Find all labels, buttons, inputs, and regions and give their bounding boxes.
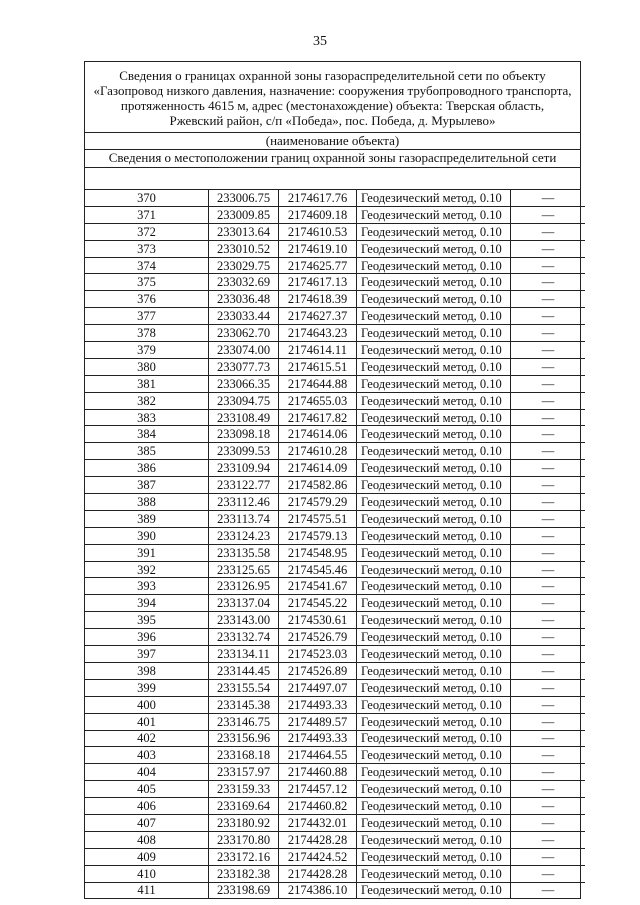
y-coordinate-cell: 2174428.28 xyxy=(279,865,357,882)
point-number-cell: 379 xyxy=(85,342,209,359)
table-row xyxy=(85,561,585,578)
x-coordinate-cell: 233029.75 xyxy=(209,257,279,274)
page-number: 35 xyxy=(313,34,327,49)
description-cell: — xyxy=(511,206,586,223)
method-cell: Геодезический метод, 0.10 xyxy=(357,308,511,325)
x-coordinate-cell: 233137.04 xyxy=(209,595,279,612)
table-row xyxy=(85,308,585,325)
y-coordinate-cell: 2174523.03 xyxy=(279,646,357,663)
description-cell: — xyxy=(511,308,586,325)
y-coordinate-cell: 2174460.88 xyxy=(279,764,357,781)
method-cell: Геодезический метод, 0.10 xyxy=(357,426,511,443)
point-number-cell: 408 xyxy=(85,831,209,848)
point-number-cell: 371 xyxy=(85,206,209,223)
description-cell: — xyxy=(511,443,586,460)
method-cell: Геодезический метод, 0.10 xyxy=(357,494,511,511)
description-cell: — xyxy=(511,865,586,882)
y-coordinate-cell: 2174610.53 xyxy=(279,223,357,240)
point-number-cell: 398 xyxy=(85,662,209,679)
table-row xyxy=(85,764,585,781)
table-row xyxy=(85,865,585,882)
method-cell: Геодезический метод, 0.10 xyxy=(357,190,511,206)
method-cell: Геодезический метод, 0.10 xyxy=(357,358,511,375)
x-coordinate-cell: 233112.46 xyxy=(209,494,279,511)
table-row xyxy=(85,443,585,460)
table-row xyxy=(85,426,585,443)
table-row xyxy=(85,257,585,274)
coordinates-table xyxy=(85,190,585,898)
method-cell: Геодезический метод, 0.10 xyxy=(357,257,511,274)
table-row xyxy=(85,848,585,865)
table-row xyxy=(85,240,585,257)
section-title: Сведения о местоположении границ охранной зоны газораспределительной сети xyxy=(85,150,580,168)
description-cell: — xyxy=(511,358,586,375)
point-number-cell: 382 xyxy=(85,392,209,409)
y-coordinate-cell: 2174493.33 xyxy=(279,730,357,747)
x-coordinate-cell: 233155.54 xyxy=(209,679,279,696)
description-cell: — xyxy=(511,679,586,696)
description-cell: — xyxy=(511,781,586,798)
table-row xyxy=(85,494,585,511)
method-cell: Геодезический метод, 0.10 xyxy=(357,831,511,848)
method-cell: Геодезический метод, 0.10 xyxy=(357,544,511,561)
x-coordinate-cell: 233077.73 xyxy=(209,358,279,375)
description-cell: — xyxy=(511,831,586,848)
table-row xyxy=(85,798,585,815)
y-coordinate-cell: 2174493.33 xyxy=(279,696,357,713)
point-number-cell: 381 xyxy=(85,375,209,392)
description-cell: — xyxy=(511,477,586,494)
description-cell: — xyxy=(511,798,586,815)
table-row xyxy=(85,342,585,359)
y-coordinate-cell: 2174541.67 xyxy=(279,578,357,595)
point-number-cell: 384 xyxy=(85,426,209,443)
point-number-cell: 375 xyxy=(85,274,209,291)
table-row xyxy=(85,781,585,798)
method-cell: Геодезический метод, 0.10 xyxy=(357,747,511,764)
method-cell: Геодезический метод, 0.10 xyxy=(357,629,511,646)
point-number-cell: 402 xyxy=(85,730,209,747)
table-row xyxy=(85,325,585,342)
method-cell: Геодезический метод, 0.10 xyxy=(357,392,511,409)
title-line: Сведения о границах охранной зоны газораспределительной сети по объекту xyxy=(119,68,546,83)
x-coordinate-cell: 233032.69 xyxy=(209,274,279,291)
x-coordinate-cell: 233062.70 xyxy=(209,325,279,342)
method-cell: Геодезический метод, 0.10 xyxy=(357,612,511,629)
x-coordinate-cell: 233145.38 xyxy=(209,696,279,713)
x-coordinate-cell: 233098.18 xyxy=(209,426,279,443)
point-number-cell: 410 xyxy=(85,865,209,882)
description-cell: — xyxy=(511,595,586,612)
point-number-cell: 383 xyxy=(85,409,209,426)
description-cell: — xyxy=(511,510,586,527)
point-number-cell: 386 xyxy=(85,460,209,477)
point-number-cell: 373 xyxy=(85,240,209,257)
description-cell: — xyxy=(511,612,586,629)
table-row xyxy=(85,274,585,291)
point-number-cell: 377 xyxy=(85,308,209,325)
description-cell: — xyxy=(511,375,586,392)
description-cell: — xyxy=(511,223,586,240)
x-coordinate-cell: 233006.75 xyxy=(209,190,279,206)
point-number-cell: 396 xyxy=(85,629,209,646)
y-coordinate-cell: 2174614.06 xyxy=(279,426,357,443)
x-coordinate-cell: 233113.74 xyxy=(209,510,279,527)
point-number-cell: 400 xyxy=(85,696,209,713)
x-coordinate-cell: 233013.64 xyxy=(209,223,279,240)
title-line: Ржевский район, с/п «Победа», пос. Победа, д. Мурылево» xyxy=(169,113,496,128)
table-row xyxy=(85,595,585,612)
description-cell: — xyxy=(541,883,555,898)
method-cell: Геодезический метод, 0.10 xyxy=(357,696,511,713)
y-coordinate-cell: 2174526.89 xyxy=(279,662,357,679)
point-number-cell: 397 xyxy=(85,646,209,663)
y-coordinate-cell: 2174457.12 xyxy=(279,781,357,798)
y-coordinate-cell: 2174579.13 xyxy=(279,527,357,544)
table-row xyxy=(85,831,585,848)
table-row xyxy=(85,662,585,679)
point-number-cell: 407 xyxy=(85,814,209,831)
y-coordinate-cell: 2174617.82 xyxy=(279,409,357,426)
table-row xyxy=(85,223,585,240)
y-coordinate-cell: 2174545.46 xyxy=(279,561,357,578)
description-cell: — xyxy=(511,764,586,781)
method-cell: Геодезический метод, 0.10 xyxy=(357,443,511,460)
x-coordinate-cell: 233168.18 xyxy=(209,747,279,764)
point-number-cell: 411 xyxy=(85,882,209,898)
y-coordinate-cell: 2174655.03 xyxy=(279,392,357,409)
y-coordinate-cell: 2174548.95 xyxy=(279,544,357,561)
x-coordinate-cell: 233122.77 xyxy=(209,477,279,494)
x-coordinate-cell: 233094.75 xyxy=(209,392,279,409)
description-cell: — xyxy=(511,426,586,443)
method-cell: Геодезический метод, 0.10 xyxy=(357,595,511,612)
description-cell: — xyxy=(511,629,586,646)
x-coordinate-cell: 233124.23 xyxy=(209,527,279,544)
x-coordinate-cell: 233135.58 xyxy=(209,544,279,561)
table-row xyxy=(85,730,585,747)
table-row xyxy=(85,578,585,595)
method-cell: Геодезический метод, 0.10 xyxy=(357,477,511,494)
x-coordinate-cell: 233010.52 xyxy=(209,240,279,257)
description-cell: — xyxy=(511,392,586,409)
point-number-cell: 404 xyxy=(85,764,209,781)
table-row xyxy=(85,392,585,409)
table-row xyxy=(85,696,585,713)
x-coordinate-cell: 233074.00 xyxy=(209,342,279,359)
method-cell: Геодезический метод, 0.10 xyxy=(357,274,511,291)
method-cell: Геодезический метод, 0.10 xyxy=(357,510,511,527)
title-line: «Газопровод низкого давления, назначение: сооружения трубопроводного транспорта, xyxy=(93,83,572,98)
method-cell: Геодезический метод, 0.10 xyxy=(357,798,511,815)
x-coordinate-cell: 233159.33 xyxy=(209,781,279,798)
point-number-cell: 389 xyxy=(85,510,209,527)
description-cell: — xyxy=(511,527,586,544)
point-number-cell: 374 xyxy=(85,257,209,274)
description-cell: — xyxy=(511,494,586,511)
description-cell: — xyxy=(511,561,586,578)
point-number-cell: 405 xyxy=(85,781,209,798)
method-cell: Геодезический метод, 0.10 xyxy=(357,578,511,595)
y-coordinate-cell: 2174424.52 xyxy=(279,848,357,865)
y-coordinate-cell: 2174625.77 xyxy=(279,257,357,274)
method-cell: Геодезический метод, 0.10 xyxy=(357,781,511,798)
y-coordinate-cell: 2174579.29 xyxy=(279,494,357,511)
x-coordinate-cell: 233172.16 xyxy=(209,848,279,865)
y-coordinate-cell: 2174432.01 xyxy=(279,814,357,831)
x-coordinate-cell: 233169.64 xyxy=(209,798,279,815)
method-cell: Геодезический метод, 0.10 xyxy=(357,561,511,578)
method-cell: Геодезический метод, 0.10 xyxy=(357,240,511,257)
y-coordinate-cell: 2174618.39 xyxy=(279,291,357,308)
y-coordinate-cell: 2174464.55 xyxy=(279,747,357,764)
point-number-cell: 403 xyxy=(85,747,209,764)
description-cell: — xyxy=(511,747,586,764)
table-row xyxy=(85,291,585,308)
y-coordinate-cell: 2174643.23 xyxy=(279,325,357,342)
x-coordinate-cell: 233033.44 xyxy=(209,308,279,325)
y-coordinate-cell: 2174386.10 xyxy=(279,882,357,898)
x-coordinate-cell: 233036.48 xyxy=(209,291,279,308)
y-coordinate-cell: 2174497.07 xyxy=(279,679,357,696)
method-cell: Геодезический метод, 0.10 xyxy=(357,460,511,477)
method-cell: Геодезический метод, 0.10 xyxy=(357,291,511,308)
x-coordinate-cell: 233134.11 xyxy=(209,646,279,663)
description-cell: — xyxy=(511,240,586,257)
table-row xyxy=(85,477,585,494)
method-cell: Геодезический метод, 0.10 xyxy=(357,325,511,342)
description-cell: — xyxy=(511,325,586,342)
y-coordinate-cell: 2174530.61 xyxy=(279,612,357,629)
x-coordinate-cell: 233066.35 xyxy=(209,375,279,392)
description-cell: — xyxy=(511,544,586,561)
table-row xyxy=(85,409,585,426)
x-coordinate-cell: 233146.75 xyxy=(209,713,279,730)
table-row xyxy=(85,612,585,629)
description-cell: — xyxy=(511,257,586,274)
table-row xyxy=(85,646,585,663)
description-cell: — xyxy=(511,713,586,730)
point-number-cell: 395 xyxy=(85,612,209,629)
x-coordinate-cell: 233099.53 xyxy=(209,443,279,460)
x-coordinate-cell: 233143.00 xyxy=(209,612,279,629)
y-coordinate-cell: 2174428.28 xyxy=(279,831,357,848)
description-cell: — xyxy=(511,460,586,477)
table-row xyxy=(85,814,585,831)
method-cell: Геодезический метод, 0.10 xyxy=(357,814,511,831)
description-cell: — xyxy=(511,291,586,308)
method-cell: Геодезический метод, 0.10 xyxy=(357,223,511,240)
y-coordinate-cell: 2174627.37 xyxy=(279,308,357,325)
y-coordinate-cell: 2174619.10 xyxy=(279,240,357,257)
method-cell: Геодезический метод, 0.10 xyxy=(357,375,511,392)
y-coordinate-cell: 2174614.11 xyxy=(279,342,357,359)
point-number-cell: 388 xyxy=(85,494,209,511)
y-coordinate-cell: 2174460.82 xyxy=(279,798,357,815)
description-cell: — xyxy=(511,409,586,426)
table-row xyxy=(85,747,585,764)
x-coordinate-cell: 233157.97 xyxy=(209,764,279,781)
description-cell: — xyxy=(511,730,586,747)
description-cell: — xyxy=(511,696,586,713)
point-number-cell: 385 xyxy=(85,443,209,460)
table-row xyxy=(85,544,585,561)
y-coordinate-cell: 2174609.18 xyxy=(279,206,357,223)
description-cell: — xyxy=(511,646,586,663)
x-coordinate-cell: 233109.94 xyxy=(209,460,279,477)
point-number-cell: 394 xyxy=(85,595,209,612)
table-row xyxy=(85,679,585,696)
table-spacer-row xyxy=(85,168,580,190)
description-cell: — xyxy=(511,274,586,291)
y-coordinate-cell: 2174615.51 xyxy=(279,358,357,375)
x-coordinate-cell: 233180.92 xyxy=(209,814,279,831)
point-number-cell: 390 xyxy=(85,527,209,544)
point-number-cell: 392 xyxy=(85,561,209,578)
y-coordinate-cell: 2174489.57 xyxy=(279,713,357,730)
point-number-cell: 399 xyxy=(85,679,209,696)
x-coordinate-cell: 233009.85 xyxy=(209,206,279,223)
method-cell: Геодезический метод, 0.10 xyxy=(357,646,511,663)
table-row xyxy=(85,206,585,223)
x-coordinate-cell: 233132.74 xyxy=(209,629,279,646)
table-row xyxy=(85,358,585,375)
table-row xyxy=(85,190,585,206)
point-number-cell: 401 xyxy=(85,713,209,730)
x-coordinate-cell: 233108.49 xyxy=(209,409,279,426)
method-cell: Геодезический метод, 0.10 xyxy=(357,713,511,730)
method-cell: Геодезический метод, 0.10 xyxy=(357,342,511,359)
description-cell: — xyxy=(511,578,586,595)
method-cell: Геодезический метод, 0.10 xyxy=(357,730,511,747)
x-coordinate-cell: 233170.80 xyxy=(209,831,279,848)
table-row xyxy=(85,882,585,898)
y-coordinate-cell: 2174526.79 xyxy=(279,629,357,646)
table-row xyxy=(85,629,585,646)
x-coordinate-cell: 233182.38 xyxy=(209,865,279,882)
method-cell: Геодезический метод, 0.10 xyxy=(357,662,511,679)
method-cell: Геодезический метод, 0.10 xyxy=(357,527,511,544)
x-coordinate-cell: 233156.96 xyxy=(209,730,279,747)
table-row xyxy=(85,375,585,392)
y-coordinate-cell: 2174617.76 xyxy=(279,190,357,206)
x-coordinate-cell: 233126.95 xyxy=(209,578,279,595)
y-coordinate-cell: 2174614.09 xyxy=(279,460,357,477)
method-cell: Геодезический метод, 0.10 xyxy=(357,206,511,223)
table-row xyxy=(85,460,585,477)
description-cell: — xyxy=(511,190,586,206)
point-number-cell: 406 xyxy=(85,798,209,815)
table-row xyxy=(85,713,585,730)
boundary-info-table xyxy=(84,61,581,899)
point-number-cell: 370 xyxy=(85,190,209,206)
method-cell: Геодезический метод, 0.10 xyxy=(357,679,511,696)
description-cell: — xyxy=(511,814,586,831)
point-number-cell: 378 xyxy=(85,325,209,342)
x-coordinate-cell: 233125.65 xyxy=(209,561,279,578)
table-row xyxy=(85,527,585,544)
description-cell: — xyxy=(511,342,586,359)
description-cell: — xyxy=(511,848,586,865)
y-coordinate-cell: 2174582.86 xyxy=(279,477,357,494)
method-cell: Геодезический метод, 0.10 xyxy=(357,764,511,781)
document-title xyxy=(85,62,580,133)
method-cell: Геодезический метод, 0.10 xyxy=(357,409,511,426)
point-number-cell: 376 xyxy=(85,291,209,308)
point-number-cell: 380 xyxy=(85,358,209,375)
point-number-cell: 391 xyxy=(85,544,209,561)
y-coordinate-cell: 2174610.28 xyxy=(279,443,357,460)
x-coordinate-cell: 233198.69 xyxy=(209,882,279,898)
y-coordinate-cell: 2174617.13 xyxy=(279,274,357,291)
method-cell: Геодезический метод, 0.10 xyxy=(357,882,511,898)
point-number-cell: 409 xyxy=(85,848,209,865)
method-cell: Геодезический метод, 0.10 xyxy=(357,865,511,882)
description-cell: — xyxy=(511,662,586,679)
point-number-cell: 372 xyxy=(85,223,209,240)
point-number-cell: 393 xyxy=(85,578,209,595)
y-coordinate-cell: 2174545.22 xyxy=(279,595,357,612)
y-coordinate-cell: 2174575.51 xyxy=(279,510,357,527)
x-coordinate-cell: 233144.45 xyxy=(209,662,279,679)
method-cell: Геодезический метод, 0.10 xyxy=(357,848,511,865)
y-coordinate-cell: 2174644.88 xyxy=(279,375,357,392)
title-line: протяженность 4615 м, адрес (местонахождение) объекта: Тверская область, xyxy=(120,98,545,113)
point-number-cell: 387 xyxy=(85,477,209,494)
table-row xyxy=(85,510,585,527)
object-name-caption: (наименование объекта) xyxy=(85,133,580,150)
